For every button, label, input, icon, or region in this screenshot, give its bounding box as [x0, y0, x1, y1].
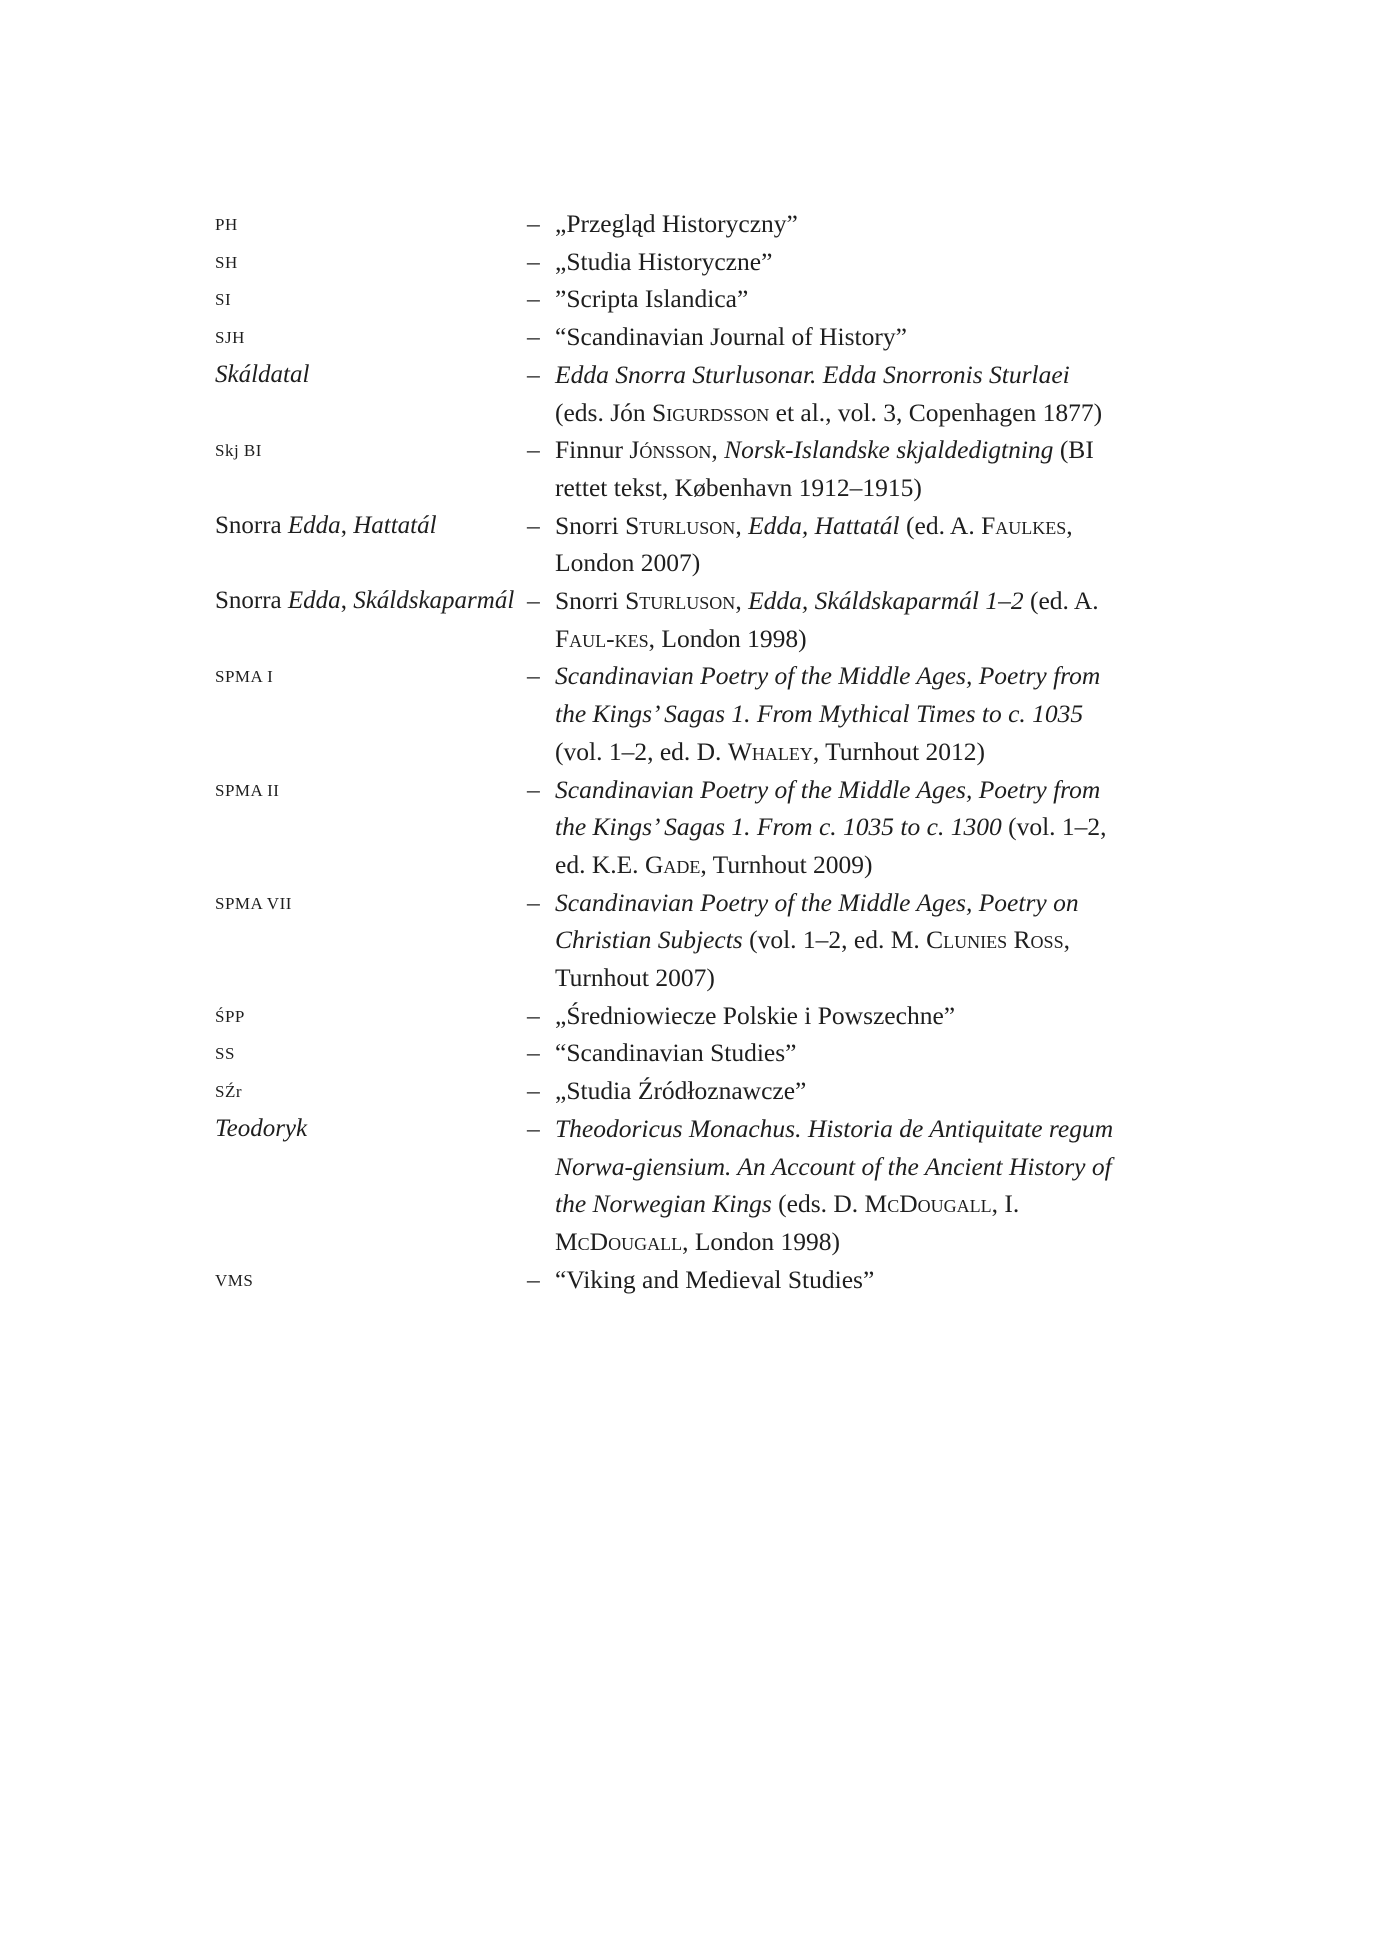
abbreviation-term-part: Edda	[287, 587, 341, 615]
abbreviation-term: PH	[215, 215, 238, 234]
description-segment: Scandinavian Poetry of the Middle Ages, Poetry on Christian Subjects	[555, 887, 1079, 955]
abbreviation-entry	[215, 771, 1115, 884]
description-segment: , Turnhout 2009)	[700, 849, 873, 879]
abbreviation-description	[527, 243, 1115, 281]
abbreviation-description	[527, 280, 1115, 318]
abbreviation-description	[527, 431, 1115, 506]
description-segment: Sigurdsson	[652, 397, 770, 427]
description-segment: McDougall	[555, 1226, 683, 1256]
abbreviation-entry	[215, 657, 1115, 770]
abbreviation-entry	[215, 1072, 1115, 1110]
description-segment: (vol. 1–2, ed. D.	[555, 736, 728, 766]
abbreviation-term: SH	[215, 252, 238, 272]
abbreviation-term	[215, 582, 527, 620]
abbreviation-entry	[215, 356, 1115, 431]
abbreviation-description	[527, 884, 1115, 997]
abbreviation-term-part: Edda	[287, 511, 341, 539]
en-dash: –	[527, 1000, 540, 1030]
abbreviation-term-part: Snorra	[215, 511, 288, 539]
en-dash: –	[527, 887, 540, 917]
description-segment: “Viking and Medieval Studies”	[555, 1264, 875, 1294]
description-segment: Scandinavian Poetry of the Middle Ages, Poetry from the Kings’ Sagas 1. From Mythical Times to c. 1035	[555, 661, 1101, 729]
description-segment: et al., vol. 3, Copenhagen 1877)	[769, 397, 1103, 427]
abbreviation-term: SS	[215, 1044, 235, 1064]
description-segment: , London 2007)	[555, 510, 1073, 578]
description-segment: , I.	[991, 1189, 1020, 1219]
description-segment: , London 1998)	[648, 623, 807, 653]
abbreviation-term: SPMA II	[215, 780, 280, 800]
abbreviation-description	[527, 582, 1115, 657]
description-segment: “Scandinavian Journal of History”	[555, 322, 907, 352]
en-dash: –	[527, 510, 540, 540]
en-dash: –	[527, 586, 540, 616]
abbreviation-description	[527, 1072, 1115, 1110]
abbreviation-entry	[215, 884, 1115, 997]
en-dash: –	[527, 1038, 540, 1068]
abbreviation-entry	[215, 1110, 1115, 1261]
description-segment: „Średniowiecze Polskie i Powszechne”	[555, 1000, 956, 1030]
description-segment: Finnur	[555, 435, 630, 465]
description-segment: Theodoricus Monachus. Historia de Antiquitate regum Norwa-giensium. An Account of the Ancient History of the Norwegian Kings	[555, 1113, 1114, 1219]
abbreviation-description	[527, 997, 1115, 1035]
description-segment: Edda Snorra Sturlusonar. Edda Snorronis Sturlaei	[555, 359, 1070, 389]
description-segment: , London 1998)	[682, 1226, 841, 1256]
abbreviation-description	[527, 356, 1115, 431]
description-segment: Scandinavian Poetry of the Middle Ages, Poetry from the Kings’ Sagas 1. From c. 1035 to c. 1300	[555, 774, 1101, 842]
description-segment: Jónsson	[629, 435, 712, 465]
description-segment: Sturluson	[625, 510, 736, 540]
en-dash: –	[527, 774, 540, 804]
abbreviation-entry	[215, 318, 1115, 356]
abbreviation-entry	[215, 243, 1115, 281]
abbreviation-description	[527, 318, 1115, 356]
description-segment: (vol. 1–2, ed. K.E.	[555, 812, 1107, 879]
description-segment: ,	[735, 510, 749, 540]
abbreviation-description	[527, 771, 1115, 884]
en-dash: –	[527, 359, 540, 389]
description-segment: Sturluson	[625, 586, 736, 616]
abbreviation-description	[527, 507, 1115, 582]
abbreviation-term: Skj BI	[215, 441, 262, 461]
en-dash: –	[527, 322, 540, 352]
en-dash: –	[527, 1113, 540, 1143]
description-segment: (eds. D.	[771, 1189, 865, 1219]
abbreviation-term-part: Hattatál	[353, 511, 437, 539]
abbreviation-term: VMS	[215, 1270, 254, 1290]
abbreviation-term-part: Skáldskaparmál	[353, 587, 515, 615]
description-segment: (BI rettet tekst, København 1912–1915)	[555, 435, 1094, 502]
abbreviation-description	[527, 1034, 1115, 1072]
en-dash: –	[527, 1264, 540, 1294]
description-segment: ,	[711, 435, 725, 465]
description-segment: Whaley	[727, 736, 813, 766]
en-dash: –	[527, 284, 540, 314]
description-segment: „Studia Źródłoznawcze”	[555, 1076, 807, 1106]
description-segment: (eds. Jón	[555, 397, 653, 427]
abbreviation-description	[527, 1110, 1115, 1261]
abbreviation-term: SPMA VII	[215, 893, 292, 913]
description-segment: Snorri	[555, 586, 626, 616]
description-segment: Norsk-Islandske skjaldedigtning	[724, 435, 1054, 465]
abbreviation-entry	[215, 431, 1115, 506]
abbreviation-term-part: ,	[340, 511, 354, 539]
abbreviation-term: Skáldatal	[215, 360, 310, 388]
abbreviation-term	[215, 507, 527, 545]
description-segment: McDougall	[864, 1189, 992, 1219]
abbreviation-term: SJH	[215, 328, 245, 348]
en-dash: –	[527, 209, 540, 238]
abbreviation-term: ŚPP	[215, 1006, 245, 1026]
abbreviation-term-part: ,	[340, 587, 354, 615]
abbreviation-term: SŹr	[215, 1082, 242, 1102]
description-segment: Edda, Hattatál	[748, 510, 900, 540]
description-segment: “Scandinavian Studies”	[555, 1038, 797, 1068]
description-segment: (ed. A.	[899, 510, 982, 540]
abbreviation-term: Teodoryk	[215, 1114, 308, 1142]
description-segment: (ed. A.	[1023, 586, 1099, 616]
abbreviation-term: SPMA I	[215, 667, 274, 687]
description-segment: Gade	[644, 849, 701, 879]
abbreviation-description	[527, 1261, 1115, 1299]
abbreviation-description	[527, 657, 1115, 770]
description-segment: (vol. 1–2, ed. M.	[742, 925, 927, 955]
abbreviation-description	[527, 205, 1115, 243]
abbreviations-list	[215, 205, 1115, 1298]
description-segment: Snorri	[555, 510, 626, 540]
abbreviation-entry	[215, 997, 1115, 1035]
abbreviation-entry	[215, 1261, 1115, 1299]
description-segment: , Turnhout 2012)	[812, 736, 986, 766]
abbreviation-entry	[215, 507, 1115, 582]
abbreviation-term: SI	[215, 290, 232, 310]
description-segment: ”Scripta Islandica”	[555, 284, 749, 314]
description-segment: „Studia Historyczne”	[555, 246, 773, 276]
description-segment: ,	[735, 586, 749, 616]
abbreviation-entry	[215, 1034, 1115, 1072]
abbreviation-entry	[215, 582, 1115, 657]
en-dash: –	[527, 1076, 540, 1106]
abbreviation-entry	[215, 280, 1115, 318]
en-dash: –	[527, 246, 540, 276]
description-segment: Clunies Ross	[926, 925, 1064, 955]
description-segment: Faulkes	[981, 510, 1067, 540]
abbreviation-term-part: Snorra	[215, 587, 288, 615]
en-dash: –	[527, 661, 540, 691]
description-segment: , Turnhout 2007)	[555, 925, 1070, 993]
description-segment: Faul-kes	[555, 623, 649, 653]
abbreviation-entry	[215, 205, 1115, 243]
en-dash: –	[527, 435, 540, 465]
description-segment: Edda, Skáldskaparmál 1–2	[748, 586, 1024, 616]
description-segment: „Przegląd Historyczny”	[555, 209, 798, 238]
